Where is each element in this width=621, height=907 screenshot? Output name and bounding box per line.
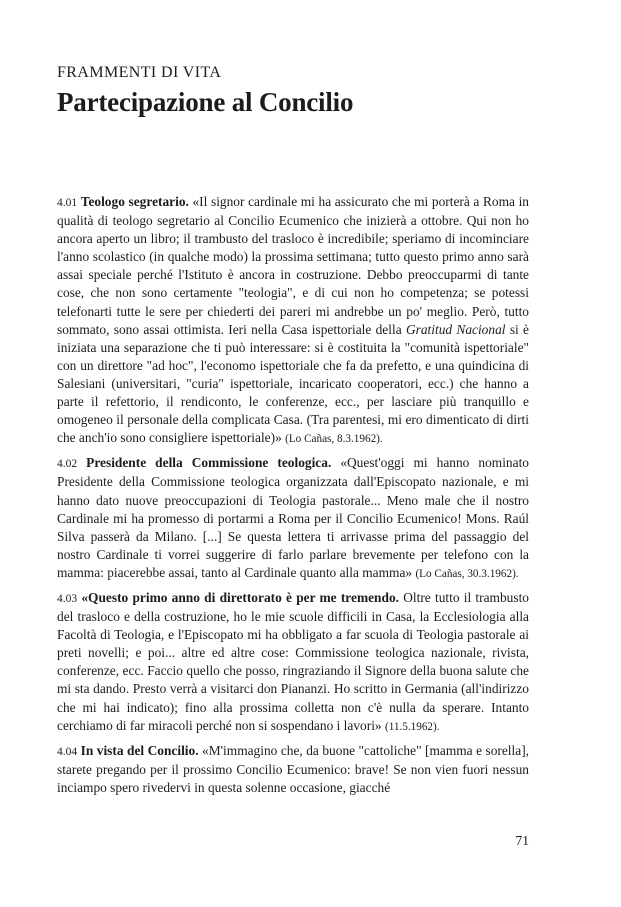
- entry-text: Oltre tutto il trambusto del trasloco e della costruzione, ho le mie scuole difficili in Casa, la Ecclesiologia alla Facoltà di Teologia, e l'Episcopato mi ha obbligato a far scuola di Teologia pastorale ai preti novelli; e poi... altre ed altre cose: Commissione teologica nazionale, rivista, conferenze, ecc. Faccio quello che posso, ringraziando il Signore della buona salute che mi sta dando. Presto verrà a visitarci don Piananzi. Ho scritto in Germania (all'indirizzo che mi hai indicato); fino alla prossima colletta non c'è nulla da sperare. Intanto cerchiamo di far miracoli perché non si sospendano i lavori»: [57, 589, 529, 733]
- entry-citation: (Lo Cañas, 8.3.1962).: [285, 433, 383, 446]
- entry-citation: (11.5.1962).: [384, 720, 440, 733]
- entry-text: «Il signor cardinale mi ha assicurato che mi porterà a Roma in qualità di teologo segretario al Concilio Ecumenico che inizierà a ottobre. Qui non ho ancora aperto un libro; il trambusto del trasloco è incredibile; speriamo di incominciare l'anno scolastico (in qualche modo) la prossima settimana; tutto questo primo anno sarà assai speciale perché l'Istituto è ancora in costruzione. Debbo preoccuparmi di tante cose, che non sono certamente "teologia", e di cui non ho competenza; se potessi telefonarti tutte le sere per chiederti dei pareri mi andrebbe un po' meglio. Però, tutto sommato, sono assai ottimista. Ieri nella Casa ispettoriale della: [57, 194, 529, 337]
- page-title: Partecipazione al Concilio: [57, 87, 354, 117]
- entry-4-02: [57, 454, 529, 583]
- entry-number: 4.03: [57, 592, 78, 605]
- entry-number: 4.01: [57, 197, 78, 209]
- entry-text: si è iniziata una separazione che ti può interessare: si è costituita la "comunità ispettoriale" con un direttore "ad hoc", l'economo ispettoriale che fa da prefetto, e una quindicina di Salesiani (universitari, "curia" ispettoriale, incaricato cooperatori, ecc.) che hanno a parte il refettorio, il rendiconto, le conferenze, ecc., per lasciare più tranquillo e omogeneo il personale della complicata Casa. (Tra parentesi, mi ero dimenticato di dirti che anch'io sono consigliere ispettoriale)»: [57, 321, 529, 446]
- entry-4-04: [57, 742, 529, 797]
- body-text: [57, 193, 529, 803]
- entry-4-03: [57, 589, 529, 736]
- page-number: 71: [515, 833, 529, 848]
- entry-text: «M'immagino che, da buone "cattoliche" [mamma e sorella], starete pregando per il prossimo Concilio Ecumenico: brave! Se non vien fuori nessun inciampo spero rivedervi in questa solenne occasione, giacché: [57, 742, 529, 795]
- entry-number: 4.04: [57, 745, 78, 758]
- entry-4-01: [57, 193, 529, 448]
- section-kicker: FRAMMENTI DI VITA: [57, 64, 222, 81]
- entry-number: 4.02: [57, 458, 78, 471]
- entry-italic-text: Gratitud Nacional: [405, 321, 506, 337]
- entry-heading: In vista del Concilio.: [80, 742, 199, 758]
- entry-heading: Presidente della Commissione teologica.: [86, 455, 332, 471]
- entry-heading: Teologo segretario.: [80, 194, 189, 209]
- entry-text: «Quest'oggi mi hanno nominato Presidente della Commissione teologica organizzata dall'Episcopato nazionale, e mi hanno dato nuove preoccupazioni di Teologia pastorale... Meno male che il nostro Cardinale mi ha promesso di portarmi a Roma per il Concilio Ecumenico! Mons. Raúl Silva passerà da Milano. [...] Se questa lettera ti arrivasse prima del passaggio del nostro Cardinale ti vorrei suggerire di farlo parlare brevemente per telefono con la mamma: piacerebbe assai, tanto al Cardinale quanto alla mamma»: [57, 455, 529, 580]
- entry-citation: (Lo Cañas, 30.3.1962).: [415, 567, 519, 580]
- entry-heading: «Questo primo anno di direttorato è per me tremendo.: [81, 589, 399, 605]
